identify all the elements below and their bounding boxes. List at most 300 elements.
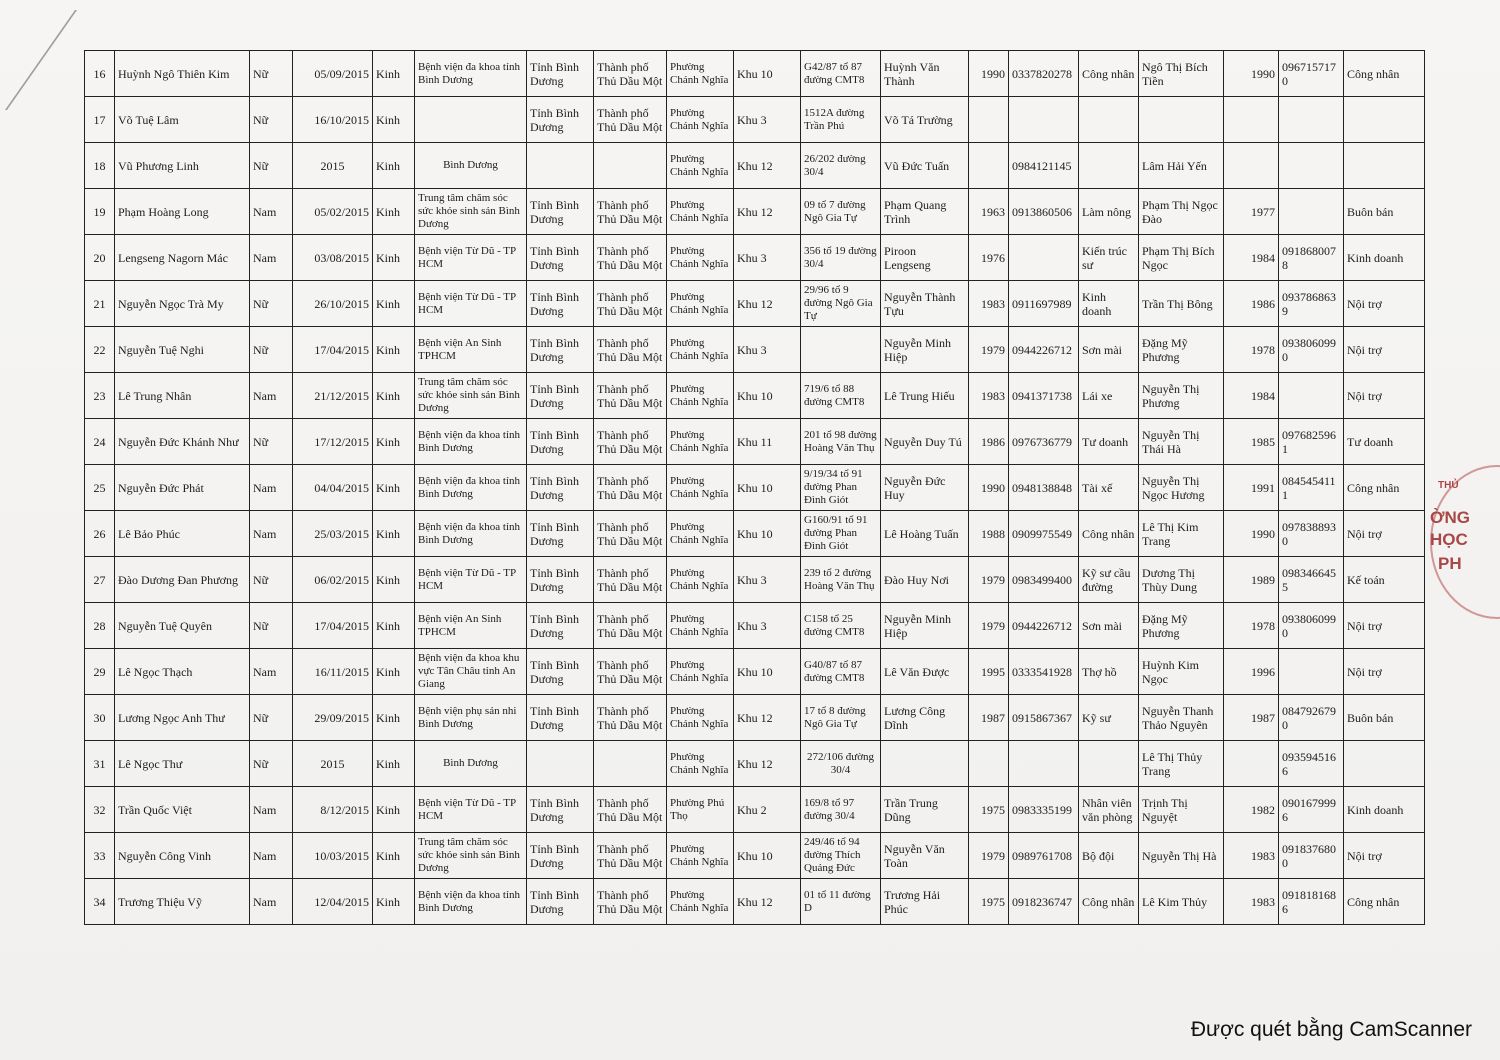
cell-father-job: Tài xế xyxy=(1079,465,1139,511)
cell-father-birth-year: 1979 xyxy=(969,327,1009,373)
cell-full-name: Lengseng Nagorn Mác xyxy=(115,235,250,281)
cell-ethnicity: Kinh xyxy=(373,603,415,649)
cell-city: Thành phố Thủ Dầu Một xyxy=(594,695,667,741)
cell-mother-name: Nguyễn Thị Thái Hà xyxy=(1139,419,1224,465)
cell-father-name: Nguyễn Minh Hiệp xyxy=(881,327,969,373)
cell-mother-name: Ngô Thị Bích Tiền xyxy=(1139,51,1224,97)
cell-ward: Phường Chánh Nghĩa xyxy=(667,465,734,511)
seal-text-3: HỌC xyxy=(1430,530,1468,549)
cell-ward: Phường Chánh Nghĩa xyxy=(667,97,734,143)
cell-stt: 20 xyxy=(85,235,115,281)
cell-ward: Phường Chánh Nghĩa xyxy=(667,143,734,189)
cell-province: Tỉnh Bình Dương xyxy=(527,879,594,925)
cell-father-phone: 0333541928 xyxy=(1009,649,1079,695)
seal-text-4: PH xyxy=(1438,554,1462,573)
cell-father-birth-year: 1979 xyxy=(969,603,1009,649)
cell-full-name: Đào Dương Đan Phương xyxy=(115,557,250,603)
cell-father-job: Công nhân xyxy=(1079,511,1139,557)
cell-father-birth-year xyxy=(969,97,1009,143)
cell-father-job xyxy=(1079,97,1139,143)
cell-province: Tỉnh Bình Dương xyxy=(527,787,594,833)
cell-gender: Nam xyxy=(250,833,293,879)
cell-father-job: Nhân viên văn phòng xyxy=(1079,787,1139,833)
cell-father-job: Tư doanh xyxy=(1079,419,1139,465)
cell-father-birth-year: 1983 xyxy=(969,281,1009,327)
cell-father-birth-year xyxy=(969,143,1009,189)
cell-zone: Khu 3 xyxy=(734,97,801,143)
cell-father-birth-year: 1979 xyxy=(969,833,1009,879)
cell-full-name: Nguyễn Đức Khánh Như xyxy=(115,419,250,465)
cell-mother-birth-year: 1977 xyxy=(1224,189,1279,235)
cell-ward: Phường Chánh Nghĩa xyxy=(667,741,734,787)
cell-mother-birth-year: 1982 xyxy=(1224,787,1279,833)
cell-zone: Khu 12 xyxy=(734,281,801,327)
cell-father-birth-year: 1975 xyxy=(969,879,1009,925)
cell-father-name: Nguyễn Đức Huy xyxy=(881,465,969,511)
cell-gender: Nữ xyxy=(250,741,293,787)
cell-zone: Khu 3 xyxy=(734,603,801,649)
cell-mother-birth-year: 1989 xyxy=(1224,557,1279,603)
cell-province: Tỉnh Bình Dương xyxy=(527,649,594,695)
cell-province: Tỉnh Bình Dương xyxy=(527,557,594,603)
cell-zone: Khu 10 xyxy=(734,511,801,557)
table-row xyxy=(85,879,1425,925)
table-row xyxy=(85,511,1425,557)
cell-father-phone: 0984121145 xyxy=(1009,143,1079,189)
cell-city: Thành phố Thủ Dầu Một xyxy=(594,51,667,97)
cell-stt: 28 xyxy=(85,603,115,649)
cell-mother-name: Lê Thị Thủy Trang xyxy=(1139,741,1224,787)
cell-mother-name: Phạm Thị Bích Ngọc xyxy=(1139,235,1224,281)
cell-mother-name: Lâm Hải Yến xyxy=(1139,143,1224,189)
cell-ethnicity: Kinh xyxy=(373,189,415,235)
cell-birth-place: Bệnh viện Từ Dũ - TP HCM xyxy=(415,557,527,603)
cell-father-birth-year: 1983 xyxy=(969,373,1009,419)
cell-birth-place: Bệnh viện phụ sản nhi Bình Dương xyxy=(415,695,527,741)
cell-gender: Nữ xyxy=(250,603,293,649)
seal-text-2: ỜNG xyxy=(1430,508,1471,527)
cell-mother-phone xyxy=(1279,97,1344,143)
cell-father-name: Trần Trung Dũng xyxy=(881,787,969,833)
cell-full-name: Nguyễn Đức Phát xyxy=(115,465,250,511)
cell-ward: Phường Chánh Nghĩa xyxy=(667,603,734,649)
red-seal-stamp xyxy=(1430,465,1500,615)
cell-father-name: Vũ Đức Tuấn xyxy=(881,143,969,189)
table-row xyxy=(85,695,1425,741)
table-row xyxy=(85,419,1425,465)
cell-stt: 27 xyxy=(85,557,115,603)
cell-father-birth-year: 1990 xyxy=(969,51,1009,97)
cell-birth-place: Bệnh viện Từ Dũ - TP HCM xyxy=(415,787,527,833)
cell-mother-job: Kinh doanh xyxy=(1344,235,1425,281)
cell-province: Tỉnh Bình Dương xyxy=(527,833,594,879)
cell-address: 01 tổ 11 đường D xyxy=(801,879,881,925)
cell-mother-job: Kinh doanh xyxy=(1344,787,1425,833)
cell-mother-name xyxy=(1139,97,1224,143)
cell-mother-phone: 0901679996 xyxy=(1279,787,1344,833)
cell-father-name: Phạm Quang Trình xyxy=(881,189,969,235)
cell-full-name: Lê Trung Nhân xyxy=(115,373,250,419)
cell-father-phone: 0911697989 xyxy=(1009,281,1079,327)
cell-birth-place: Trung tâm chăm sóc sức khỏe sinh sản Bình Dương xyxy=(415,189,527,235)
cell-province: Tỉnh Bình Dương xyxy=(527,373,594,419)
cell-gender: Nữ xyxy=(250,51,293,97)
cell-gender: Nữ xyxy=(250,695,293,741)
cell-ward: Phường Chánh Nghĩa xyxy=(667,281,734,327)
cell-mother-name: Nguyễn Thanh Thảo Nguyên xyxy=(1139,695,1224,741)
cell-birth-place: Bệnh viện đa khoa tỉnh Bình Dương xyxy=(415,465,527,511)
cell-province: Tỉnh Bình Dương xyxy=(527,465,594,511)
cell-zone: Khu 3 xyxy=(734,557,801,603)
cell-birth-date: 26/10/2015 xyxy=(293,281,373,327)
cell-birth-date: 21/12/2015 xyxy=(293,373,373,419)
cell-birth-date: 03/08/2015 xyxy=(293,235,373,281)
cell-birth-place: Bệnh viện Từ Dũ - TP HCM xyxy=(415,281,527,327)
cell-father-phone: 0983335199 xyxy=(1009,787,1079,833)
cell-mother-job: Công nhân xyxy=(1344,879,1425,925)
cell-ward: Phường Chánh Nghĩa xyxy=(667,511,734,557)
cell-mother-job: Nội trợ xyxy=(1344,511,1425,557)
cell-father-phone: 0915867367 xyxy=(1009,695,1079,741)
cell-zone: Khu 12 xyxy=(734,143,801,189)
cell-mother-name: Lê Kim Thủy xyxy=(1139,879,1224,925)
cell-mother-birth-year xyxy=(1224,97,1279,143)
cell-father-job: Công nhân xyxy=(1079,879,1139,925)
cell-mother-birth-year: 1987 xyxy=(1224,695,1279,741)
cell-city xyxy=(594,143,667,189)
cell-birth-place: Bệnh viện đa khoa tỉnh Bình Dương xyxy=(415,419,527,465)
cell-father-job: Kỹ sư xyxy=(1079,695,1139,741)
cell-father-birth-year: 1979 xyxy=(969,557,1009,603)
table-row xyxy=(85,281,1425,327)
cell-mother-phone: 0918181686 xyxy=(1279,879,1344,925)
camscanner-watermark: Được quét bằng CamScanner xyxy=(1190,1018,1472,1041)
cell-gender: Nữ xyxy=(250,327,293,373)
cell-province: Tỉnh Bình Dương xyxy=(527,51,594,97)
cell-mother-phone: 0967157170 xyxy=(1279,51,1344,97)
cell-father-phone xyxy=(1009,741,1079,787)
cell-full-name: Nguyễn Công Vinh xyxy=(115,833,250,879)
cell-birth-date: 12/04/2015 xyxy=(293,879,373,925)
table-row xyxy=(85,787,1425,833)
cell-stt: 19 xyxy=(85,189,115,235)
cell-father-birth-year xyxy=(969,741,1009,787)
cell-ethnicity: Kinh xyxy=(373,235,415,281)
cell-birth-place: Bệnh viện An Sinh TPHCM xyxy=(415,327,527,373)
cell-father-phone: 0941371738 xyxy=(1009,373,1079,419)
cell-mother-birth-year: 1984 xyxy=(1224,235,1279,281)
cell-father-birth-year: 1976 xyxy=(969,235,1009,281)
cell-father-phone: 0918236747 xyxy=(1009,879,1079,925)
cell-father-phone: 0983499400 xyxy=(1009,557,1079,603)
cell-ethnicity: Kinh xyxy=(373,419,415,465)
cell-city: Thành phố Thủ Dầu Một xyxy=(594,649,667,695)
cell-city: Thành phố Thủ Dầu Một xyxy=(594,97,667,143)
cell-province: Tỉnh Bình Dương xyxy=(527,327,594,373)
cell-address: 17 tổ 8 đường Ngô Gia Tự xyxy=(801,695,881,741)
cell-mother-phone: 0983466455 xyxy=(1279,557,1344,603)
cell-mother-job: Buôn bán xyxy=(1344,695,1425,741)
cell-father-job: Bộ đội xyxy=(1079,833,1139,879)
cell-city xyxy=(594,741,667,787)
cell-mother-job xyxy=(1344,741,1425,787)
table-row xyxy=(85,557,1425,603)
table-row xyxy=(85,741,1425,787)
cell-ethnicity: Kinh xyxy=(373,373,415,419)
cell-birth-date: 05/02/2015 xyxy=(293,189,373,235)
cell-address: 719/6 tổ 88 đường CMT8 xyxy=(801,373,881,419)
table-row xyxy=(85,833,1425,879)
cell-full-name: Lê Ngọc Thư xyxy=(115,741,250,787)
cell-full-name: Trần Quốc Việt xyxy=(115,787,250,833)
cell-birth-date: 05/09/2015 xyxy=(293,51,373,97)
cell-ethnicity: Kinh xyxy=(373,879,415,925)
cell-father-job xyxy=(1079,741,1139,787)
cell-mother-birth-year: 1984 xyxy=(1224,373,1279,419)
cell-gender: Nam xyxy=(250,235,293,281)
cell-full-name: Lê Bảo Phúc xyxy=(115,511,250,557)
cell-city: Thành phố Thủ Dầu Một xyxy=(594,879,667,925)
cell-stt: 18 xyxy=(85,143,115,189)
cell-birth-date: 29/09/2015 xyxy=(293,695,373,741)
cell-mother-name: Dương Thị Thùy Dung xyxy=(1139,557,1224,603)
cell-father-phone: 0944226712 xyxy=(1009,603,1079,649)
cell-full-name: Nguyễn Tuệ Quyên xyxy=(115,603,250,649)
table-row xyxy=(85,465,1425,511)
cell-ethnicity: Kinh xyxy=(373,787,415,833)
cell-mother-job: Công nhân xyxy=(1344,51,1425,97)
cell-father-name: Nguyễn Duy Tú xyxy=(881,419,969,465)
cell-mother-name: Huỳnh Kim Ngọc xyxy=(1139,649,1224,695)
cell-gender: Nam xyxy=(250,189,293,235)
cell-father-name: Piroon Lengseng xyxy=(881,235,969,281)
cell-address: 29/96 tổ 9 đường Ngô Gia Tự xyxy=(801,281,881,327)
cell-province: Tỉnh Bình Dương xyxy=(527,235,594,281)
cell-zone: Khu 10 xyxy=(734,51,801,97)
cell-city: Thành phố Thủ Dầu Một xyxy=(594,235,667,281)
cell-mother-birth-year: 1985 xyxy=(1224,419,1279,465)
cell-birth-date: 17/04/2015 xyxy=(293,603,373,649)
cell-birth-date: 17/12/2015 xyxy=(293,419,373,465)
cell-ward: Phường Chánh Nghĩa xyxy=(667,235,734,281)
cell-birth-place: Bình Dương xyxy=(415,143,527,189)
cell-father-job: Sơn mài xyxy=(1079,327,1139,373)
cell-gender: Nữ xyxy=(250,419,293,465)
cell-mother-phone: 0938060990 xyxy=(1279,327,1344,373)
cell-gender: Nam xyxy=(250,649,293,695)
cell-mother-job: Nội trợ xyxy=(1344,327,1425,373)
roster-body xyxy=(85,51,1425,925)
cell-gender: Nam xyxy=(250,879,293,925)
cell-mother-job: Nội trợ xyxy=(1344,603,1425,649)
cell-full-name: Lương Ngọc Anh Thư xyxy=(115,695,250,741)
table-row xyxy=(85,373,1425,419)
cell-father-name: Võ Tá Trường xyxy=(881,97,969,143)
cell-stt: 21 xyxy=(85,281,115,327)
cell-zone: Khu 3 xyxy=(734,327,801,373)
cell-address: 9/19/34 tổ 91 đường Phan Đình Giót xyxy=(801,465,881,511)
cell-zone: Khu 12 xyxy=(734,741,801,787)
cell-mother-name: Đặng Mỹ Phương xyxy=(1139,603,1224,649)
cell-mother-phone: 0976825961 xyxy=(1279,419,1344,465)
cell-father-job: Lái xe xyxy=(1079,373,1139,419)
cell-mother-birth-year xyxy=(1224,143,1279,189)
cell-stt: 26 xyxy=(85,511,115,557)
cell-mother-birth-year: 1978 xyxy=(1224,603,1279,649)
cell-birth-date: 2015 xyxy=(293,741,373,787)
cell-birth-place: Trung tâm chăm sóc sức khỏe sinh sản Bình Dương xyxy=(415,373,527,419)
cell-stt: 24 xyxy=(85,419,115,465)
cell-address: 201 tổ 98 đường Hoàng Văn Thụ xyxy=(801,419,881,465)
cell-father-name: Lê Trung Hiếu xyxy=(881,373,969,419)
cell-zone: Khu 10 xyxy=(734,649,801,695)
cell-father-name: Lương Công Dĩnh xyxy=(881,695,969,741)
cell-province xyxy=(527,143,594,189)
cell-father-phone: 0337820278 xyxy=(1009,51,1079,97)
cell-birth-place: Bệnh viện An Sinh TPHCM xyxy=(415,603,527,649)
cell-ethnicity: Kinh xyxy=(373,51,415,97)
cell-city: Thành phố Thủ Dầu Một xyxy=(594,833,667,879)
cell-mother-phone xyxy=(1279,143,1344,189)
seal-text-1: THỦ xyxy=(1438,480,1459,491)
table-row xyxy=(85,603,1425,649)
cell-ethnicity: Kinh xyxy=(373,327,415,373)
cell-mother-phone: 0918680078 xyxy=(1279,235,1344,281)
cell-full-name: Huỳnh Ngô Thiên Kim xyxy=(115,51,250,97)
cell-province: Tỉnh Bình Dương xyxy=(527,419,594,465)
cell-father-job: Kỹ sư cầu đường xyxy=(1079,557,1139,603)
cell-birth-place: Bệnh viện đa khoa tỉnh Bình Dương xyxy=(415,511,527,557)
cell-zone: Khu 12 xyxy=(734,189,801,235)
cell-province xyxy=(527,741,594,787)
cell-father-name xyxy=(881,741,969,787)
cell-father-birth-year: 1986 xyxy=(969,419,1009,465)
cell-mother-phone: 0935945166 xyxy=(1279,741,1344,787)
cell-father-name: Nguyễn Văn Toàn xyxy=(881,833,969,879)
cell-address xyxy=(801,327,881,373)
cell-ward: Phường Chánh Nghĩa xyxy=(667,419,734,465)
cell-mother-name: Trần Thị Bông xyxy=(1139,281,1224,327)
cell-birth-place: Trung tâm chăm sóc sức khỏe sinh sản Bình Dương xyxy=(415,833,527,879)
cell-mother-job xyxy=(1344,143,1425,189)
cell-province: Tỉnh Bình Dương xyxy=(527,695,594,741)
cell-ward: Phường Chánh Nghĩa xyxy=(667,189,734,235)
cell-zone: Khu 11 xyxy=(734,419,801,465)
cell-mother-birth-year: 1986 xyxy=(1224,281,1279,327)
cell-full-name: Lê Ngọc Thạch xyxy=(115,649,250,695)
cell-father-name: Lê Văn Được xyxy=(881,649,969,695)
cell-province: Tỉnh Bình Dương xyxy=(527,603,594,649)
cell-address: 272/106 đường 30/4 xyxy=(801,741,881,787)
cell-mother-phone: 0847926790 xyxy=(1279,695,1344,741)
cell-birth-place: Bình Dương xyxy=(415,741,527,787)
cell-stt: 29 xyxy=(85,649,115,695)
cell-mother-name: Trịnh Thị Nguyệt xyxy=(1139,787,1224,833)
table-row xyxy=(85,51,1425,97)
cell-stt: 34 xyxy=(85,879,115,925)
cell-mother-birth-year: 1990 xyxy=(1224,511,1279,557)
cell-ethnicity: Kinh xyxy=(373,649,415,695)
cell-address: 26/202 đường 30/4 xyxy=(801,143,881,189)
cell-stt: 30 xyxy=(85,695,115,741)
cell-mother-job: Nội trợ xyxy=(1344,373,1425,419)
cell-address: 09 tổ 7 đường Ngô Gia Tự xyxy=(801,189,881,235)
cell-zone: Khu 12 xyxy=(734,695,801,741)
cell-city: Thành phố Thủ Dầu Một xyxy=(594,327,667,373)
cell-stt: 31 xyxy=(85,741,115,787)
cell-gender: Nữ xyxy=(250,557,293,603)
cell-stt: 23 xyxy=(85,373,115,419)
cell-mother-birth-year xyxy=(1224,741,1279,787)
cell-ward: Phường Chánh Nghĩa xyxy=(667,327,734,373)
cell-ethnicity: Kinh xyxy=(373,833,415,879)
cell-father-phone xyxy=(1009,235,1079,281)
cell-mother-name: Nguyễn Thị Phương xyxy=(1139,373,1224,419)
cell-mother-job: Công nhân xyxy=(1344,465,1425,511)
cell-city: Thành phố Thủ Dầu Một xyxy=(594,511,667,557)
cell-city: Thành phố Thủ Dầu Một xyxy=(594,787,667,833)
cell-zone: Khu 10 xyxy=(734,833,801,879)
cell-father-job: Công nhân xyxy=(1079,51,1139,97)
cell-ward: Phường Phú Thọ xyxy=(667,787,734,833)
cell-birth-place: Bệnh viện đa khoa tỉnh Bình Dương xyxy=(415,51,527,97)
cell-mother-birth-year: 1996 xyxy=(1224,649,1279,695)
cell-birth-date: 8/12/2015 xyxy=(293,787,373,833)
cell-father-birth-year: 1988 xyxy=(969,511,1009,557)
cell-stt: 25 xyxy=(85,465,115,511)
cell-father-job: Sơn mài xyxy=(1079,603,1139,649)
cell-mother-phone: 0978388930 xyxy=(1279,511,1344,557)
cell-zone: Khu 12 xyxy=(734,879,801,925)
cell-father-job: Thợ hồ xyxy=(1079,649,1139,695)
cell-gender: Nữ xyxy=(250,281,293,327)
cell-full-name: Nguyễn Tuệ Nghi xyxy=(115,327,250,373)
table-row xyxy=(85,97,1425,143)
cell-mother-job xyxy=(1344,97,1425,143)
cell-mother-phone: 0845454111 xyxy=(1279,465,1344,511)
cell-father-phone: 0944226712 xyxy=(1009,327,1079,373)
cell-gender: Nam xyxy=(250,511,293,557)
cell-mother-birth-year: 1983 xyxy=(1224,833,1279,879)
cell-stt: 33 xyxy=(85,833,115,879)
cell-mother-job: Nội trợ xyxy=(1344,281,1425,327)
cell-father-job: Kinh doanh xyxy=(1079,281,1139,327)
cell-ward: Phường Chánh Nghĩa xyxy=(667,557,734,603)
cell-city: Thành phố Thủ Dầu Một xyxy=(594,281,667,327)
cell-ethnicity: Kinh xyxy=(373,511,415,557)
cell-zone: Khu 10 xyxy=(734,373,801,419)
cell-city: Thành phố Thủ Dầu Một xyxy=(594,419,667,465)
cell-birth-place: Bệnh viện đa khoa tỉnh Bình Dương xyxy=(415,879,527,925)
cell-ethnicity: Kinh xyxy=(373,557,415,603)
cell-gender: Nam xyxy=(250,465,293,511)
cell-zone: Khu 3 xyxy=(734,235,801,281)
cell-father-name: Lê Hoàng Tuấn xyxy=(881,511,969,557)
cell-father-name: Huỳnh Văn Thành xyxy=(881,51,969,97)
cell-ethnicity: Kinh xyxy=(373,741,415,787)
cell-address: C158 tổ 25 đường CMT8 xyxy=(801,603,881,649)
cell-address: 356 tổ 19 đường 30/4 xyxy=(801,235,881,281)
cell-father-job: Làm nông xyxy=(1079,189,1139,235)
cell-birth-place: Bệnh viện Từ Dũ - TP HCM xyxy=(415,235,527,281)
cell-mother-job: Buôn bán xyxy=(1344,189,1425,235)
cell-father-phone: 0909975549 xyxy=(1009,511,1079,557)
cell-birth-date: 04/04/2015 xyxy=(293,465,373,511)
cell-mother-phone: 0937868639 xyxy=(1279,281,1344,327)
cell-ethnicity: Kinh xyxy=(373,97,415,143)
cell-father-birth-year: 1975 xyxy=(969,787,1009,833)
cell-mother-phone: 0918376800 xyxy=(1279,833,1344,879)
